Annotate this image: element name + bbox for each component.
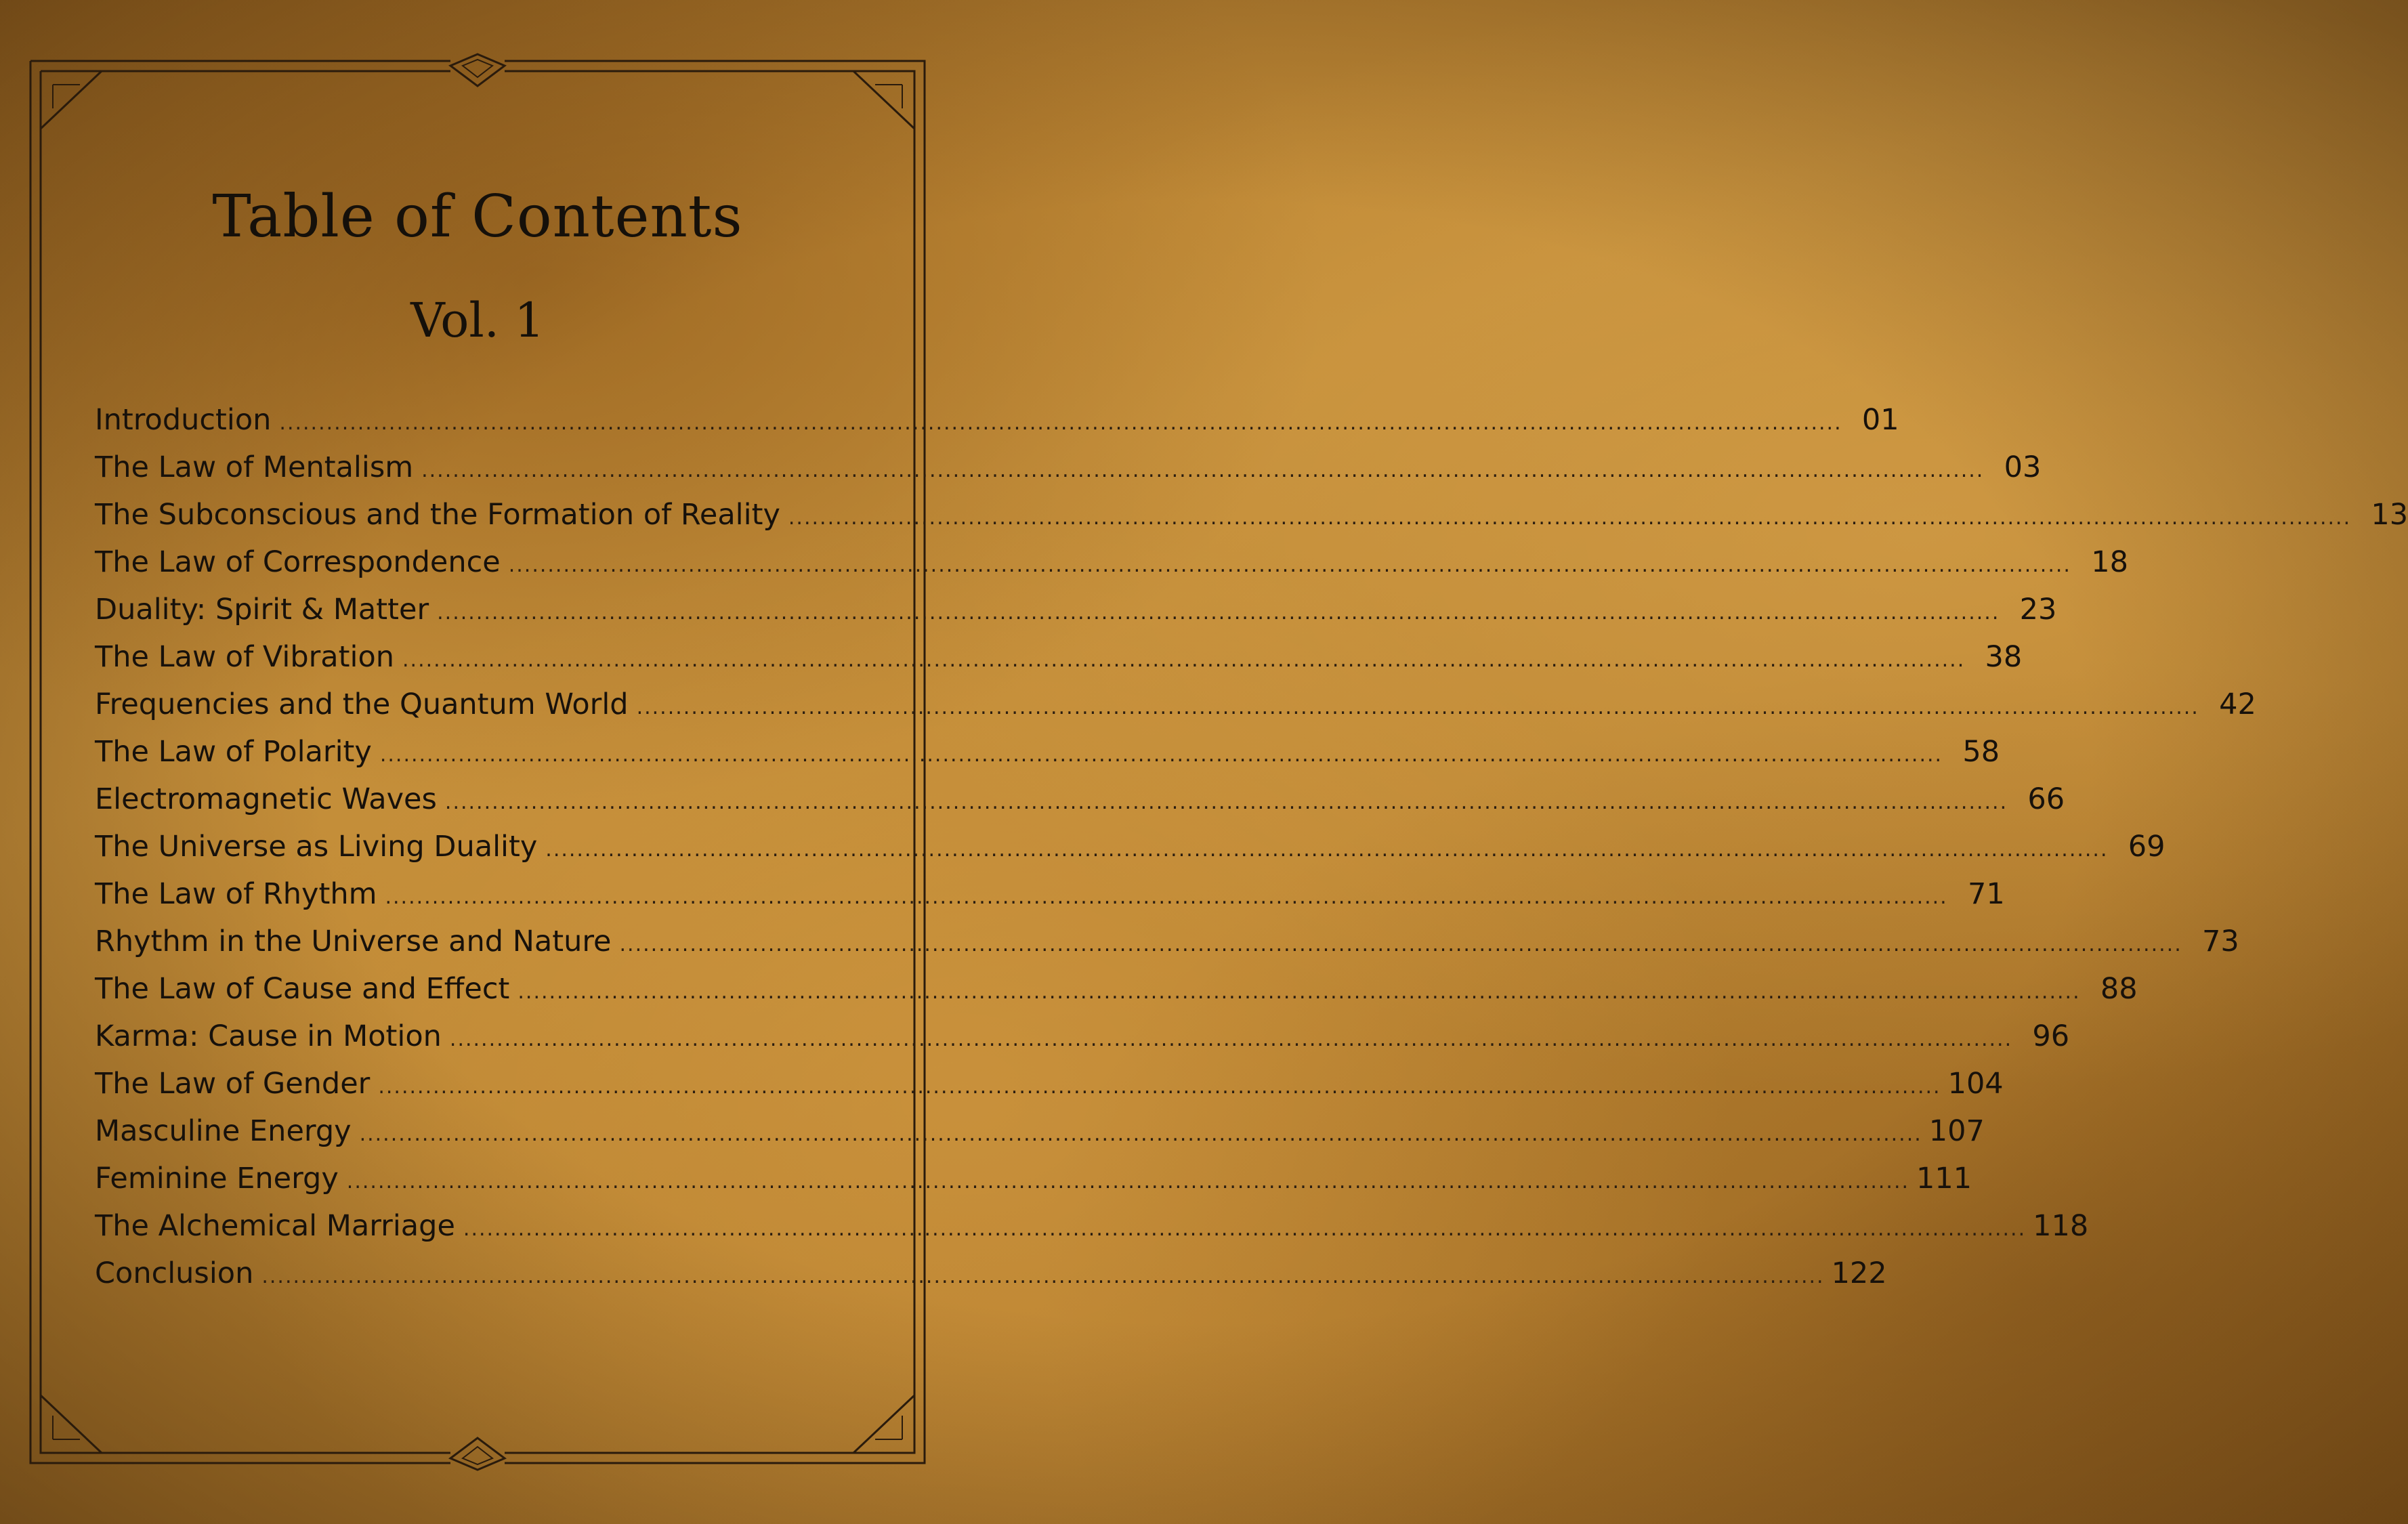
toc-entry-title: Masculine Energy bbox=[95, 1114, 352, 1148]
toc-entry bbox=[95, 972, 2138, 1019]
dot-leader: ........................................................................................................................................................................................................ bbox=[279, 411, 1842, 435]
dot-leader: ........................................................................................................................................................................................................ bbox=[379, 743, 1943, 767]
page-title: Table of Contents bbox=[212, 183, 743, 251]
dot-leader: ........................................................................................................................................................................................................ bbox=[449, 1028, 2013, 1051]
toc-entry-title: The Law of Gender bbox=[95, 1067, 371, 1101]
dot-leader: ........................................................................................................................................................................................................ bbox=[545, 838, 2109, 862]
toc-entry bbox=[95, 545, 2128, 593]
toc-entry-title: Conclusion bbox=[95, 1256, 254, 1290]
dot-leader: ........................................................................................................................................................................................................ bbox=[619, 933, 2182, 956]
toc-entry bbox=[95, 1114, 1985, 1162]
toc-entry-page-number: 58 bbox=[1962, 735, 2000, 769]
dot-leader: ........................................................................................................................................................................................................ bbox=[378, 1075, 1941, 1099]
toc-entry-title: The Law of Vibration bbox=[95, 640, 395, 674]
toc-entry-page-number: 23 bbox=[2019, 593, 2057, 627]
toc-entry bbox=[95, 1162, 1972, 1209]
toc-entry-page-number: 118 bbox=[2033, 1209, 2089, 1243]
toc-entry-page-number: 18 bbox=[2091, 545, 2128, 579]
toc-entry-title: Electromagnetic Waves bbox=[95, 782, 437, 816]
dot-leader: ........................................................................................................................................................................................................ bbox=[508, 553, 2071, 577]
toc-entry bbox=[95, 735, 2000, 782]
toc-entry bbox=[95, 925, 2239, 972]
toc-entry-title: Frequencies and the Quantum World bbox=[95, 687, 629, 721]
toc-entry-title: The Law of Rhythm bbox=[95, 877, 377, 911]
toc-entry-title: The Alchemical Marriage bbox=[95, 1209, 455, 1243]
dot-leader: ........................................................................................................................................................................................................ bbox=[444, 790, 2008, 814]
toc-entry bbox=[95, 450, 2042, 498]
toc-entry bbox=[95, 687, 2256, 735]
toc-entry-title: Feminine Energy bbox=[95, 1162, 339, 1195]
toc-entry-title: The Law of Mentalism bbox=[95, 450, 414, 484]
toc-entry-page-number: 111 bbox=[1916, 1162, 1972, 1195]
toc-entry-page-number: 03 bbox=[2004, 450, 2042, 484]
toc-entry-title: The Law of Cause and Effect bbox=[95, 972, 510, 1006]
toc-entry-page-number: 69 bbox=[2128, 830, 2166, 864]
toc-entry bbox=[95, 830, 2166, 877]
toc-entry-page-number: 104 bbox=[1947, 1067, 2004, 1101]
toc-entry-title: The Law of Correspondence bbox=[95, 545, 501, 579]
dot-leader: ........................................................................................................................................................................................................ bbox=[437, 601, 2000, 625]
volume-subtitle: Vol. 1 bbox=[410, 293, 545, 348]
toc-entry-title: Duality: Spirit & Matter bbox=[95, 593, 429, 627]
toc-entry bbox=[95, 782, 2065, 830]
toc-entry-page-number: 01 bbox=[1861, 403, 1899, 437]
dot-leader: ........................................................................................................................................................................................................ bbox=[385, 885, 1948, 909]
toc-entry bbox=[95, 877, 2005, 925]
toc-entry-page-number: 107 bbox=[1928, 1114, 1985, 1148]
toc-entry bbox=[95, 1067, 2004, 1114]
toc-entry bbox=[95, 1209, 2089, 1256]
dot-leader: ........................................................................................................................................................................................................ bbox=[463, 1217, 2027, 1241]
toc-entry-title: The Subconscious and the Formation of Reality bbox=[95, 498, 780, 532]
toc-entry bbox=[95, 640, 2023, 687]
toc-entry-page-number: 88 bbox=[2100, 972, 2138, 1006]
toc-entry-title: Karma: Cause in Motion bbox=[95, 1019, 442, 1053]
toc-entry-title: Introduction bbox=[95, 403, 272, 437]
toc-entry-page-number: 96 bbox=[2032, 1019, 2070, 1053]
toc-entry-title: Rhythm in the Universe and Nature bbox=[95, 925, 612, 958]
dot-leader: ........................................................................................................................................................................................................ bbox=[402, 648, 1966, 672]
toc-entry bbox=[95, 498, 2408, 545]
dot-leader: ........................................................................................................................................................................................................ bbox=[346, 1170, 1910, 1193]
dot-leader: ........................................................................................................................................................................................................ bbox=[788, 506, 2352, 530]
toc-entry bbox=[95, 593, 2057, 640]
toc-entry-page-number: 38 bbox=[1985, 640, 2023, 674]
toc-entry bbox=[95, 403, 1899, 450]
toc-entry bbox=[95, 1019, 2070, 1067]
dot-leader: ........................................................................................................................................................................................................ bbox=[517, 980, 2081, 1004]
toc-entry-page-number: 122 bbox=[1831, 1256, 1887, 1290]
toc-entry-page-number: 73 bbox=[2202, 925, 2239, 958]
dot-leader: ........................................................................................................................................................................................................ bbox=[359, 1122, 1922, 1146]
toc-entry-page-number: 66 bbox=[2027, 782, 2065, 816]
toc-entry-page-number: 42 bbox=[2219, 687, 2256, 721]
toc-entry-title: The Universe as Living Duality bbox=[95, 830, 538, 864]
toc-entry bbox=[95, 1256, 1887, 1304]
dot-leader: ........................................................................................................................................................................................................ bbox=[261, 1265, 1825, 1288]
table-of-contents-list bbox=[95, 403, 2408, 1304]
toc-entry-page-number: 13 bbox=[2371, 498, 2408, 532]
dot-leader: ........................................................................................................................................................................................................ bbox=[421, 459, 1985, 482]
toc-entry-title: The Law of Polarity bbox=[95, 735, 372, 769]
dot-leader: ........................................................................................................................................................................................................ bbox=[636, 696, 2199, 719]
toc-entry-page-number: 71 bbox=[1968, 877, 2005, 911]
